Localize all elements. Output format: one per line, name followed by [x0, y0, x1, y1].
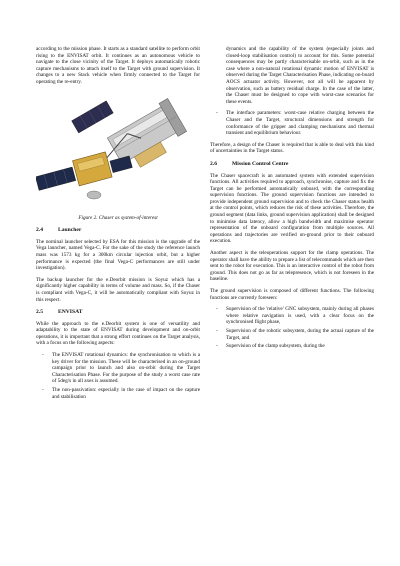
section-title: Launcher [58, 227, 82, 234]
list-item: - The interface parameters: worst-case relative charging between the Chaser and the Target, structural dimensions and strength for conformance of the gripper and clamping mechanisms and thermal transient and equilibrium behaviour. [226, 110, 374, 136]
section-number: 2.4 [36, 227, 43, 234]
bullet-list [36, 352, 200, 400]
chaser-figure [36, 91, 200, 211]
paragraph: The backup launcher for the e.Deorbit mission is Soyuz which has a significantly higher capability in terms of volume and mass. So, if the Chaser is compliant with Vega-C, it will be automatically compliant with Soyuz in this respect. [36, 276, 200, 303]
list-item: - Supervision of the robotic subsystem, during the actual capture of the Target, and [226, 328, 374, 341]
section-title: Mission Control Centre [232, 160, 289, 167]
section-heading-envisat [36, 309, 200, 316]
paragraph: While the approach to the e.Deorbit system is one of versatility and adaptability to the state of ENVISAT during development and on-orbit operations, it is important that a strong effort continues on the Target analysis, with a focus on the following aspects: [36, 320, 200, 347]
left-column [36, 46, 200, 405]
right-column [210, 46, 374, 355]
paragraph: dynamics and the capability of the system (especially joints and closed-loop stabilisation control) to account for this. Some potential consequences may be partly characterisable on-orbit, such as in the case where a non-natural rotational dynamic motion of ENVISAT is observed during the Target Characterisation Phase, indicating on-board AOCS actuator activity. However, not all will be apparent by observation, such as battery residual charge. In the case of the latter, the Chaser must be designed to cope with worst-case scenarios for these events. [226, 46, 374, 105]
section-number: 2.6 [210, 160, 217, 167]
section-number: 2.5 [36, 309, 43, 316]
paragraph: The Chaser spacecraft is an automated system with extended supervision functions. All activities required to approach, synchronise, capture and fix the Target can be performed automatically onboard, with the corresponding supervision functions. The ground supervision functions are intended to provide independent ground supervision and to check the Chaser status health at the control points, which reduces the risk of these activities. Therefore, the ground segment (data links, ground supervision application) shall be designed to minimise data latency, allow a high bandwidth and maximise operator representation of the onboard configuration from multiple sources. All operations and trajectories are verified on-ground prior to their onboard execution. [210, 172, 374, 245]
list-item: - Supervision of the clamp subsystem, during the [226, 343, 374, 350]
chaser-illustration [36, 91, 200, 211]
bullet-list [210, 110, 374, 136]
list-item: - The non-passivation: especially in the case of impact on the capture and stabilisation [52, 387, 200, 400]
paragraph: Therefore, a design of the Chaser is required that is able to deal with this kind of uncertainties in the Target status. [210, 141, 374, 155]
paragraph: The ground supervision is composed of different functions. The following functions are currently foreseen: [210, 288, 374, 301]
paragraph: Another aspect is the teleoperations support for the clamp operations. The operator shall have the ability to prepare a list of telecommands which are then sent to the robot for execution. This is an interactive control of the robot from ground. This does not go as far as telepresence, which is not foreseen in the baseline. [210, 250, 374, 283]
section-heading-launcher [36, 227, 200, 234]
section-heading-mission-control [210, 161, 374, 168]
bullet-list [210, 306, 374, 350]
list-item: - The ENVISAT rotational dynamics: the synchronisation to which is a key driver for the mission. These will be characterised in an on-ground campaign prior to launch and also on-orbit during the Target Characterisation Phase. For the purpose of the study a worst case rate of 5deg/s in all axes is assumed. [52, 352, 200, 385]
figure-caption: Figure 2. Chaser as system-of-interest [78, 214, 158, 221]
list-item: - Supervision of the 'relative' GNC subsystem, mainly during all phases where relative navigation is used, with a clear focus on the synchronised flight phase, [226, 306, 374, 326]
section-title: ENVISAT [58, 309, 83, 316]
paragraph: The nominal launcher selected by ESA for this mission is the upgrade of the Vega launcher, named Vega-C. For the sake of the study the reference launch mass was 1573 kg for a 300km circular injection orbit, but a higher performance is expected (the final Vega-C performances are still under investigation). [36, 238, 200, 272]
paragraph: according to the mission phase. It starts as a standard satellite to perform orbit rising to the ENVISAT orbit. It continues as an autonomous vehicle to navigate to the close vicinity of the Target. It deploys automatically robotic capture mechanisms to attach itself to the Target with ground supervision. It changes to a new Stack vehicle when firmly connected to the Target for operating the re-entry. [36, 46, 200, 85]
